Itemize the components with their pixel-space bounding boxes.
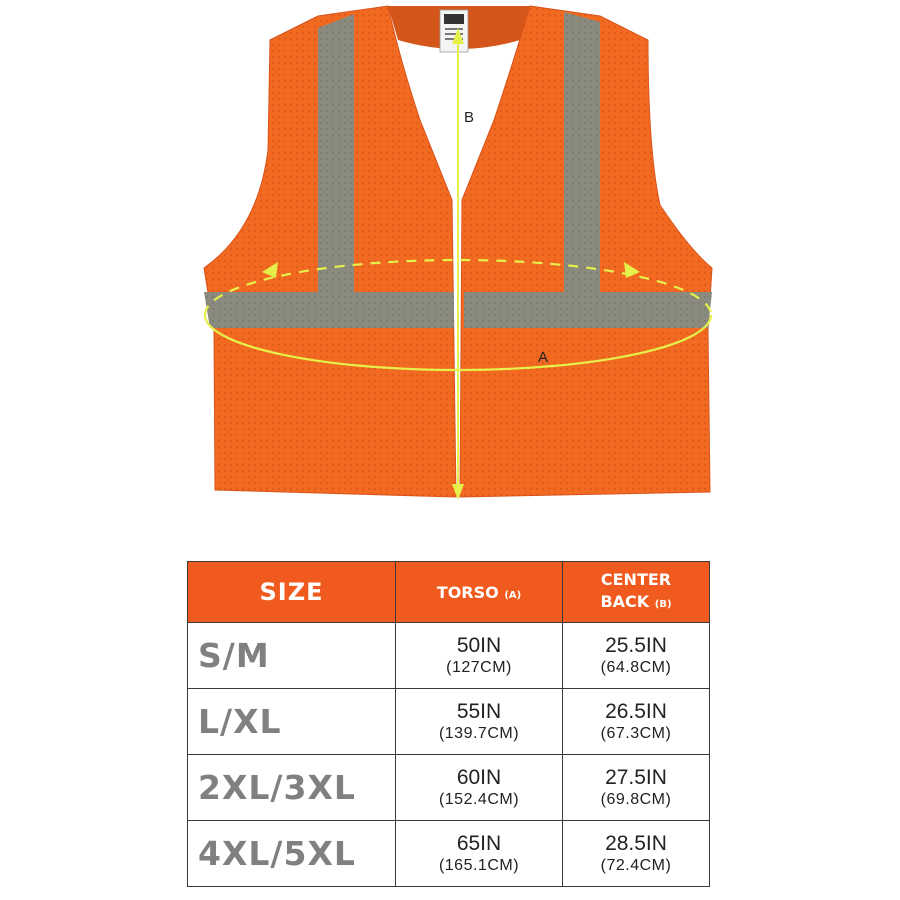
torso-value: 60IN (152.4CM): [396, 755, 563, 821]
dimension-label-a: A: [538, 349, 549, 366]
reflective-stripe-right-vertical: [564, 12, 600, 294]
table-row: [188, 689, 710, 755]
center-back-value: 25.5IN (64.8CM): [563, 623, 710, 689]
size-label: 4XL/5XL: [188, 821, 396, 887]
table-row: [188, 755, 710, 821]
torso-value: 50IN (127CM): [396, 623, 563, 689]
reflective-stripe-left-vertical: [318, 14, 354, 294]
dimension-label-b: B: [464, 109, 475, 126]
reflective-band-right: [464, 292, 712, 328]
table-row: [188, 821, 710, 887]
reflective-band-left: [204, 292, 454, 328]
size-chart-table: [187, 561, 710, 887]
size-label: L/XL: [188, 689, 396, 755]
size-label: S/M: [188, 623, 396, 689]
header-center-back: CENTER BACK (B): [563, 562, 710, 623]
table-row: [188, 623, 710, 689]
center-back-value: 26.5IN (67.3CM): [563, 689, 710, 755]
center-back-value: 27.5IN (69.8CM): [563, 755, 710, 821]
size-chart-header: [188, 562, 710, 623]
torso-value: 65IN (165.1CM): [396, 821, 563, 887]
header-torso: TORSO (A): [396, 562, 563, 623]
torso-value: 55IN (139.7CM): [396, 689, 563, 755]
header-size: SIZE: [188, 562, 396, 623]
size-label: 2XL/3XL: [188, 755, 396, 821]
center-back-value: 28.5IN (72.4CM): [563, 821, 710, 887]
